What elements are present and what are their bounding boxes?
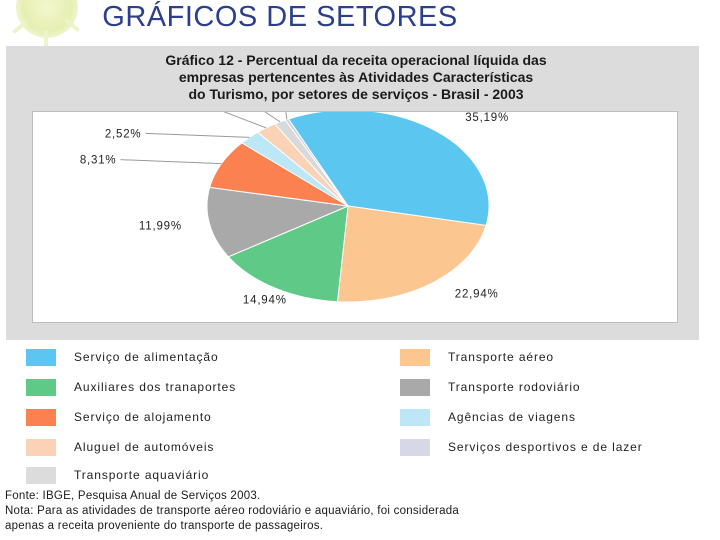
- data-label-transporte-aereo: 22,94%: [454, 288, 499, 301]
- chart-title-line-1: Gráfico 12 - Percentual da receita operacional líquida das: [165, 52, 547, 68]
- chart-legend: [0, 340, 720, 490]
- footnote-line-2: apenas a receita proveniente do transporte de passageiros.: [5, 520, 324, 532]
- legend-label: Serviço de alojamento: [74, 410, 212, 424]
- leader-line-servico-de-alojamento: [120, 160, 221, 164]
- data-label-agencias-de-viagens: 2,52%: [104, 128, 142, 141]
- source-note: Fonte: IBGE, Pesquisa Anual de Serviços 2003.: [5, 490, 261, 502]
- legend-swatch: [400, 409, 430, 426]
- chart-plot-area: [32, 111, 678, 323]
- footnote-line-1: Nota: Para as atividades de transporte aéreo rodoviário e aquaviário, foi considerada: [5, 505, 460, 517]
- legend-swatch: [400, 379, 430, 396]
- data-label-transporte-rodoviario: 11,99%: [138, 220, 182, 233]
- pie-chart: [33, 112, 677, 322]
- legend-swatch: [26, 409, 56, 426]
- legend-label: Transporte aquaviário: [74, 468, 210, 482]
- data-label-servico-de-alimentacao: 35,19%: [465, 112, 510, 125]
- chart-title: [36, 52, 676, 103]
- leader-line-agencias-de-viagens: [145, 133, 249, 137]
- chart-title-line-2: empresas pertencentes às Atividades Características: [178, 69, 534, 85]
- legend-label: Serviço de alimentação: [74, 350, 219, 364]
- legend-swatch: [26, 349, 56, 366]
- legend-swatch: [26, 379, 56, 396]
- legend-swatch: [26, 467, 56, 484]
- legend-label: Serviços desportivos e de lazer: [448, 440, 643, 454]
- legend-label: Auxiliares dos tranaportes: [74, 380, 237, 394]
- chart-footer: [5, 489, 705, 534]
- data-label-servico-de-alojamento: 8,31%: [79, 154, 117, 167]
- legend-swatch: [400, 349, 430, 366]
- legend-label: Transporte rodoviário: [448, 380, 581, 394]
- chart-title-line-3: do Turismo, por setores de serviços - Brasil - 2003: [188, 86, 524, 102]
- leader-line-aluguel-de-automoveis: [198, 112, 266, 128]
- legend-swatch: [400, 439, 430, 456]
- legend-label: Transporte aéreo: [448, 350, 555, 364]
- chart-panel: [6, 46, 699, 340]
- data-label-auxiliares-dos-transportes: 14,94%: [242, 294, 287, 307]
- slide-title: GRÁFICOS DE SETORES: [102, 1, 458, 33]
- legend-label: Aluguel de automóveis: [74, 440, 215, 454]
- leader-line-servicos-desportivos-e-de-lazer: [281, 112, 287, 119]
- legend-label: Agências de viagens: [448, 410, 576, 424]
- legend-swatch: [26, 439, 56, 456]
